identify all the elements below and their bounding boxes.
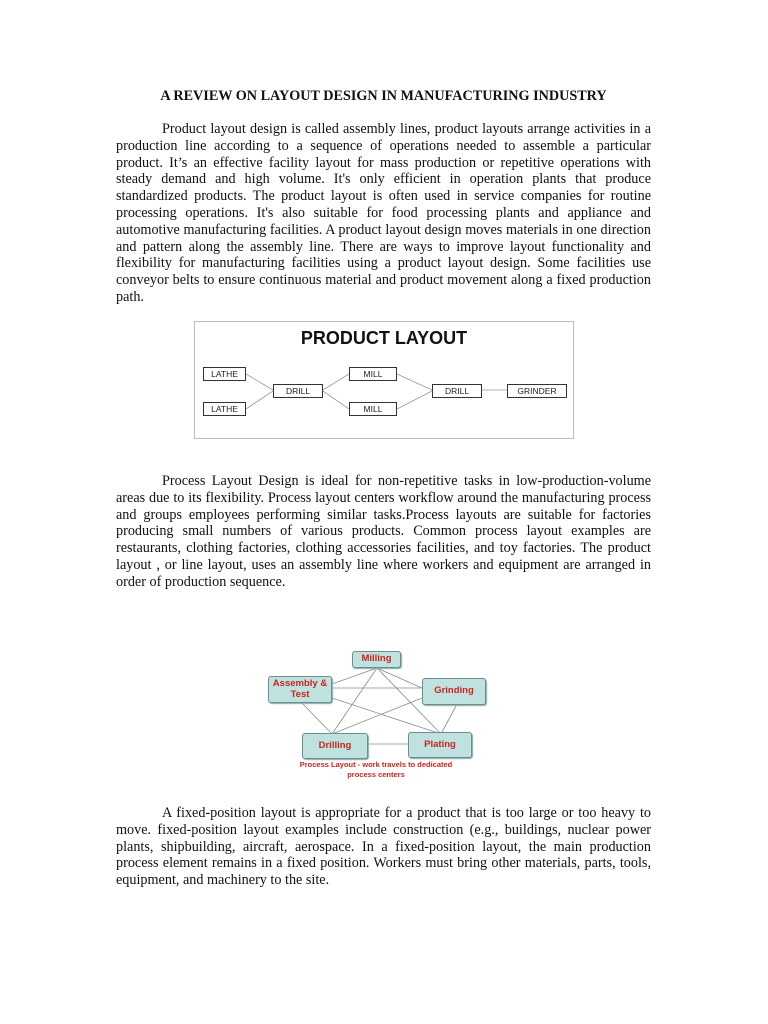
paragraph-fixed-position-layout: A fixed-position layout is appropriate for a product that is too large or too heavy to move. fixed-position layout examples include construction (e.g., buildings, nuclear power plants, shipbuilding, aircraft, aerospace. In a fixed-position layout, the main production process element remains in a fixed position. Workers must bring other materials, parts, tools, equipment, and machinery to the site. (116, 805, 651, 889)
document-title: A REVIEW ON LAYOUT DESIGN IN MANUFACTURING INDUSTRY (160, 88, 607, 104)
mill-box-top: MILL (349, 367, 397, 381)
paragraph-process-layout: Process Layout Design is ideal for non-repetitive tasks in low-production-volume areas due to its flexibility. Process layout centers workflow around the manufacturing process and groups employees performing similar tasks.Process layouts are suitable for factories producing small numbers of various products. Common process layout examples are restaurants, clothing factories, clothing accessories facilities, and toy factories. The product layout , or line layout, uses an assembly line where workers and equipment are arranged in order of production sequence. (116, 473, 651, 590)
lathe-box-bottom: LATHE (203, 402, 246, 416)
product-layout-title: PRODUCT LAYOUT (300, 328, 468, 348)
process-layout-caption: Process Layout - work travels to dedicated process centers (299, 760, 453, 779)
drilling-node: Drilling (302, 733, 368, 759)
milling-node: Milling (352, 651, 401, 668)
grinding-node: Grinding (422, 678, 486, 705)
assembly-test-node: Assembly & Test (268, 676, 332, 703)
grinder-box: GRINDER (507, 384, 567, 398)
paragraph-product-layout: Product layout design is called assembly lines, product layouts arrange activities in a production line according to a sequence of operations needed to assemble a particular product. It’s an effective facility layout for mass production or repetitive operations with steady demand and high volume. It's only efficient in operation plants that produce standardized products. The product layout is often used in service companies for routine processing operations. It's also suitable for food processing plants and appliance and automotive manufacturing facilities. A product layout design moves materials in one direction and pattern along the assembly line. There are ways to improve layout functionality and flexibility for manufacturing facilities using a product layout design. Some facilities use conveyor belts to ensure continuous material and product movement along a fixed production path. (116, 121, 651, 305)
drill-box-second: DRILL (432, 384, 482, 398)
lathe-box-top: LATHE (203, 367, 246, 381)
process-layout-figure (266, 648, 488, 782)
product-layout-figure (194, 321, 574, 439)
mill-box-bottom: MILL (349, 402, 397, 416)
plating-node: Plating (408, 732, 472, 758)
drill-box-first: DRILL (273, 384, 323, 398)
